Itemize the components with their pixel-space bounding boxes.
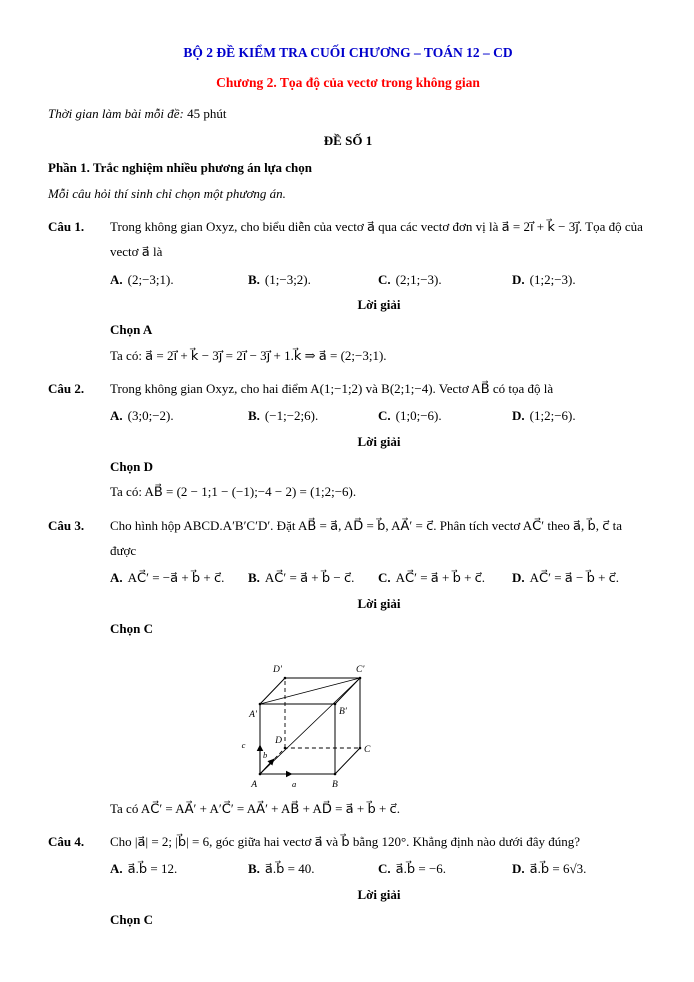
option-value: AC⃗′ = a⃗ − b⃗ + c⃗. bbox=[529, 570, 620, 586]
option-value: AC⃗′ = a⃗ + b⃗ − c⃗. bbox=[264, 570, 355, 586]
option-letter: A. bbox=[110, 861, 123, 877]
vertex-label-b-prime: B′ bbox=[339, 706, 347, 717]
chapter-title: Chương 2. Tọa độ của vectơ trong không gian bbox=[216, 75, 480, 91]
question-label: Câu 4. bbox=[48, 833, 85, 849]
option-value: (1;−3;2). bbox=[264, 271, 311, 287]
time-limit-value: 45 phút bbox=[187, 105, 227, 121]
solution-text: Ta có AC⃗′ = AA⃗′ + A′C⃗′ = AA⃗′ + AB⃗ + AD⃗ = a⃗ + b⃗ + c⃗. bbox=[110, 800, 400, 816]
option-a bbox=[110, 403, 248, 428]
option-value: AC⃗′ = −a⃗ + b⃗ + c⃗. bbox=[127, 570, 225, 586]
vector-b-arrow bbox=[260, 759, 274, 774]
question-label: Câu 1. bbox=[48, 219, 85, 234]
option-b bbox=[248, 565, 378, 590]
vector-label-a: a⃗ bbox=[292, 778, 303, 789]
option-letter: C. bbox=[378, 408, 391, 424]
option-d bbox=[512, 856, 648, 881]
question-text: Trong không gian Oxyz, cho hai điểm A(1;−1;2) và B(2;1;−4). Vectơ AB⃗ có tọa độ là bbox=[110, 381, 554, 397]
vertex-label-d: D bbox=[275, 735, 282, 746]
option-a bbox=[110, 267, 248, 292]
time-limit-row bbox=[48, 101, 648, 126]
option-value: (1;2;−6). bbox=[529, 408, 576, 424]
option-letter: A. bbox=[110, 570, 123, 586]
vector-label-b: b⃗ bbox=[263, 749, 274, 760]
solution-heading: Lời giải bbox=[357, 433, 401, 449]
option-letter: C. bbox=[378, 271, 391, 287]
option-letter: D. bbox=[512, 408, 525, 424]
question-label: Câu 3. bbox=[48, 517, 85, 533]
chosen-answer: Chọn C bbox=[110, 911, 153, 927]
question-2 bbox=[48, 376, 648, 505]
option-value: (1;2;−3). bbox=[529, 271, 576, 287]
option-d bbox=[512, 267, 648, 292]
question-3 bbox=[48, 513, 648, 821]
question-4 bbox=[48, 829, 648, 932]
option-value: AC⃗′ = a⃗ + b⃗ + c⃗. bbox=[395, 570, 486, 586]
exam-number: ĐỀ SỐ 1 bbox=[323, 132, 373, 148]
option-c bbox=[378, 565, 512, 590]
chosen-answer: Chọn C bbox=[110, 621, 153, 637]
solution-heading: Lời giải bbox=[357, 595, 401, 611]
solution-text: Ta có: a⃗ = 2i⃗ + k⃗ − 3j⃗ = 2i⃗ − 3j⃗ + 1.k⃗ ⇒ a⃗ = (2;−3;1). bbox=[110, 347, 387, 363]
vertex-label-d-prime: D′ bbox=[273, 664, 282, 675]
option-value: a⃗.b⃗ = 6√3. bbox=[529, 861, 587, 877]
chosen-answer: Chọn D bbox=[110, 459, 153, 475]
vector-label-c: c⃗ bbox=[241, 739, 252, 750]
option-letter: C. bbox=[378, 861, 391, 877]
option-c bbox=[378, 856, 512, 881]
vertex-label-c-prime: C′ bbox=[356, 664, 365, 675]
option-letter: B. bbox=[248, 861, 260, 877]
part-note: Mỗi câu hỏi thí sinh chỉ chọn một phương án. bbox=[48, 185, 286, 201]
options-row bbox=[110, 267, 648, 292]
parallelepiped-figure bbox=[230, 646, 398, 796]
box-diagonals bbox=[260, 678, 360, 774]
question-text: Cho hình hộp ABCD.A′B′C′D′. Đặt AB⃗ = a⃗, AD⃗ = b⃗, AA⃗′ = c⃗. Phân tích vectơ AC⃗′ theo a⃗, b⃗, c⃗ ta được bbox=[110, 517, 622, 559]
option-value: (−1;−2;6). bbox=[264, 408, 319, 424]
option-letter: D. bbox=[512, 570, 525, 586]
option-value: (2;−3;1). bbox=[127, 271, 174, 287]
part-heading: Phần 1. Trắc nghiệm nhiều phương án lựa chọn bbox=[48, 160, 312, 176]
option-value: (1;0;−6). bbox=[395, 408, 442, 424]
option-c bbox=[378, 403, 512, 428]
document-title: BỘ 2 ĐỀ KIỂM TRA CUỐI CHƯƠNG – TOÁN 12 – CD bbox=[183, 45, 513, 60]
figure-container bbox=[110, 646, 648, 796]
option-value: a⃗.b⃗ = 12. bbox=[127, 861, 178, 877]
option-letter: D. bbox=[512, 271, 525, 287]
option-a bbox=[110, 856, 248, 881]
solution-heading: Lời giải bbox=[357, 297, 401, 313]
option-value: (2;1;−3). bbox=[395, 271, 442, 287]
option-letter: A. bbox=[110, 271, 123, 287]
option-value: a⃗.b⃗ = 40. bbox=[264, 861, 315, 877]
option-letter: A. bbox=[110, 408, 123, 424]
options-row bbox=[110, 403, 648, 428]
option-letter: B. bbox=[248, 570, 260, 586]
vertex-label-b: B bbox=[332, 779, 338, 790]
vertex-label-a-prime: A′ bbox=[249, 709, 257, 720]
solution-heading: Lời giải bbox=[357, 886, 401, 902]
question-label: Câu 2. bbox=[48, 381, 85, 397]
question-1 bbox=[48, 214, 648, 368]
option-a bbox=[110, 565, 248, 590]
option-letter: B. bbox=[248, 408, 260, 424]
vertex-label-a: A bbox=[251, 779, 257, 790]
option-b bbox=[248, 267, 378, 292]
question-text: Cho |a⃗| = 2; |b⃗| = 6, góc giữa hai vectơ a⃗ và b⃗ bằng 120°. Khẳng định nào dưới đây đúng? bbox=[110, 833, 580, 849]
option-value: a⃗.b⃗ = −6. bbox=[395, 861, 447, 877]
option-letter: B. bbox=[248, 271, 260, 287]
option-letter: D. bbox=[512, 861, 525, 877]
chosen-answer: Chọn A bbox=[110, 322, 153, 338]
time-limit-label: Thời gian làm bài mỗi đề: bbox=[48, 105, 184, 121]
option-b bbox=[248, 856, 378, 881]
option-letter: C. bbox=[378, 570, 391, 586]
option-c bbox=[378, 267, 512, 292]
option-d bbox=[512, 403, 648, 428]
option-d bbox=[512, 565, 648, 590]
options-row bbox=[110, 565, 648, 590]
vertex-label-c: C bbox=[364, 744, 371, 755]
question-text: Trong không gian Oxyz, cho biểu diễn của vectơ a⃗ qua các vectơ đơn vị là a⃗ = 2i⃗ + k⃗ − 3j⃗. Tọa độ của vectơ a⃗ là bbox=[110, 219, 643, 260]
solution-text: Ta có: AB⃗ = (2 − 1;1 − (−1);−4 − 2) = (1;2;−6). bbox=[110, 484, 357, 500]
options-row bbox=[110, 856, 648, 881]
option-b bbox=[248, 403, 378, 428]
option-value: (3;0;−2). bbox=[127, 408, 174, 424]
